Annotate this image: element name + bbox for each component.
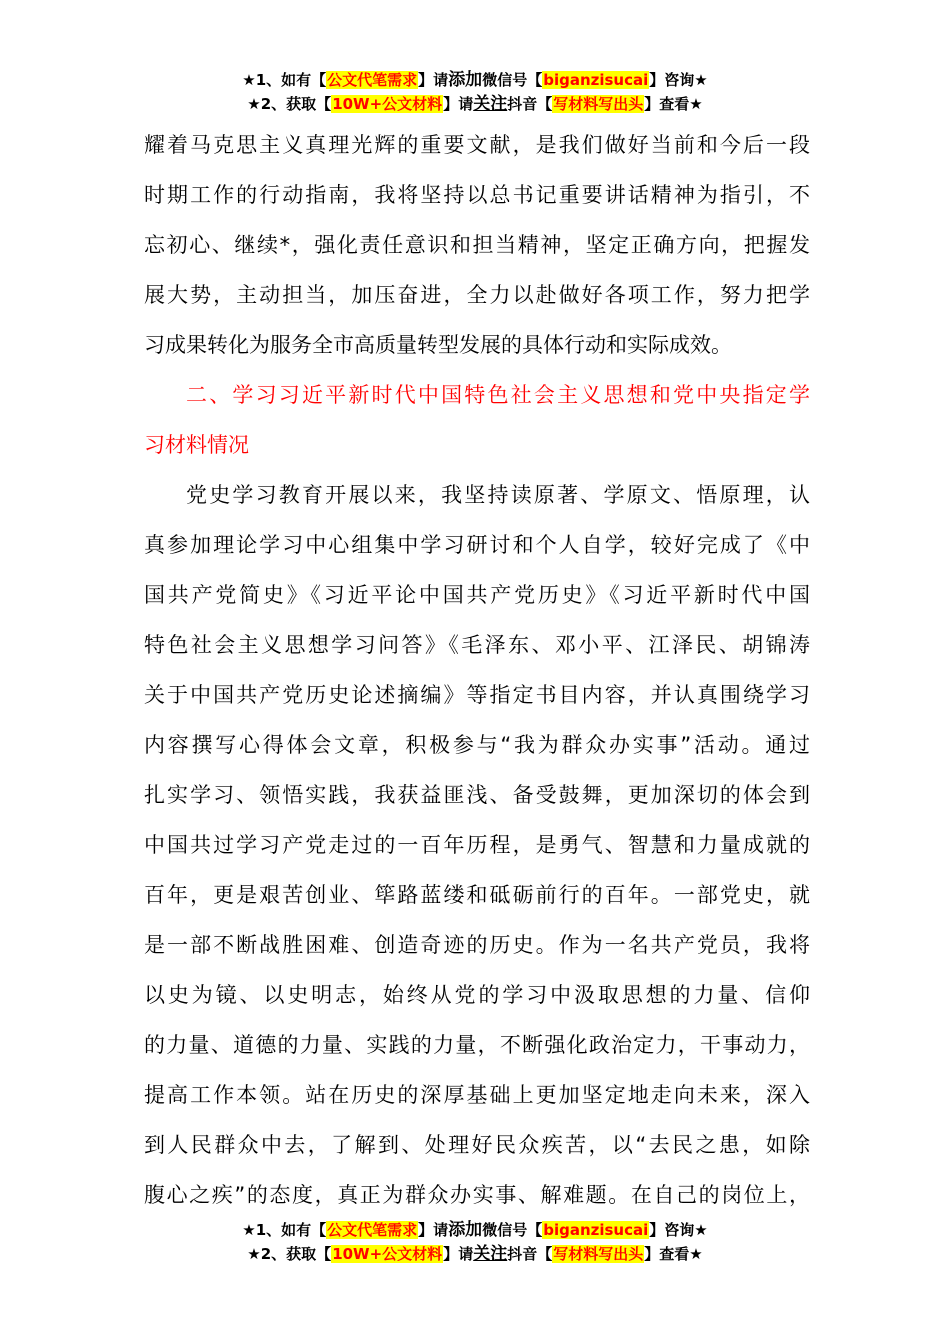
highlight-materials: 10W+公文材料 xyxy=(332,95,443,113)
text-line: 耀着马克思主义真理光辉的重要文献，是我们做好当前和今后一段 xyxy=(144,133,810,157)
text-line: 中国共过学习产党走过的一百年历程，是勇气、智慧和力量成就的 xyxy=(144,833,810,857)
text-line: 特色社会主义思想学习问答》《毛泽东、邓小平、江泽民、胡锦涛 xyxy=(144,633,810,657)
banner-line-1: ★1、如有【公文代笔需求】请添加微信号【biganzisucai】咨询★ xyxy=(242,70,708,90)
text-line: 忘初心、继续*，强化责任意识和担当精神，坚定正确方向，把握发 xyxy=(144,233,810,257)
document-body xyxy=(144,120,810,1220)
footer-banner xyxy=(0,1218,950,1266)
highlight-douyin: 写材料写出头 xyxy=(553,1245,644,1263)
section-heading: 二、学习习近平新时代中国特色社会主义思想和党中央指定学 xyxy=(186,383,810,407)
text-line: 内容撰写心得体会文章，积极参与“我为群众办实事”活动。通过 xyxy=(144,733,810,757)
text-line: 党史学习教育开展以来，我坚持读原著、学原文、悟原理，认 xyxy=(186,483,810,507)
text-line: 是一部不断战胜困难、创造奇迹的历史。作为一名共产党员，我将 xyxy=(144,933,810,957)
text-line: 的力量、道德的力量、实践的力量，不断强化政治定力，干事动力， xyxy=(144,1033,810,1057)
header-banner xyxy=(0,68,950,116)
text-line: 国共产党简史》《习近平论中国共产党历史》《习近平新时代中国 xyxy=(144,583,810,607)
highlight-materials: 10W+公文材料 xyxy=(332,1245,443,1263)
highlight-service: 公文代笔需求 xyxy=(327,1221,418,1239)
text-line: 扎实学习、领悟实践，我获益匪浅、备受鼓舞，更加深切的体会到 xyxy=(144,783,810,807)
highlight-douyin: 写材料写出头 xyxy=(553,95,644,113)
text-line: 提高工作本领。站在历史的深厚基础上更加坚定地走向未来，深入 xyxy=(144,1083,810,1107)
text-line: 到人民群众中去，了解到、处理好民众疾苦，以“去民之患，如除 xyxy=(144,1133,810,1157)
text-line: 关于中国共产党历史论述摘编》等指定书目内容，并认真围绕学习 xyxy=(144,683,810,707)
text-line: 展大势，主动担当，加压奋进，全力以赴做好各项工作，努力把学 xyxy=(144,283,810,307)
banner-line-2: ★2、获取【10W+公文材料】请关注抖音【写材料写出头】查看★ xyxy=(247,1244,703,1264)
banner-line-2: ★2、获取【10W+公文材料】请关注抖音【写材料写出头】查看★ xyxy=(247,94,703,114)
text-line: 腹心之疾”的态度，真正为群众办实事、解难题。在自己的岗位上， xyxy=(144,1183,810,1207)
banner-line-1: ★1、如有【公文代笔需求】请添加微信号【biganzisucai】咨询★ xyxy=(242,1220,708,1240)
highlight-wechat-id: biganzisucai xyxy=(543,71,649,89)
text-line: 时期工作的行动指南，我将坚持以总书记重要讲话精神为指引，不 xyxy=(144,183,810,207)
section-heading-cont: 习材料情况 xyxy=(144,433,249,457)
text-line: 百年，更是艰苦创业、筚路蓝缕和砥砺前行的百年。一部党史，就 xyxy=(144,883,810,907)
highlight-wechat-id: biganzisucai xyxy=(543,1221,649,1239)
text-line: 真参加理论学习中心组集中学习研讨和个人自学，较好完成了《中 xyxy=(144,533,810,557)
text-line: 习成果转化为服务全市高质量转型发展的具体行动和实际成效。 xyxy=(144,333,732,357)
text-line: 以史为镜、以史明志，始终从党的学习中汲取思想的力量、信仰 xyxy=(144,983,810,1007)
highlight-service: 公文代笔需求 xyxy=(327,71,418,89)
